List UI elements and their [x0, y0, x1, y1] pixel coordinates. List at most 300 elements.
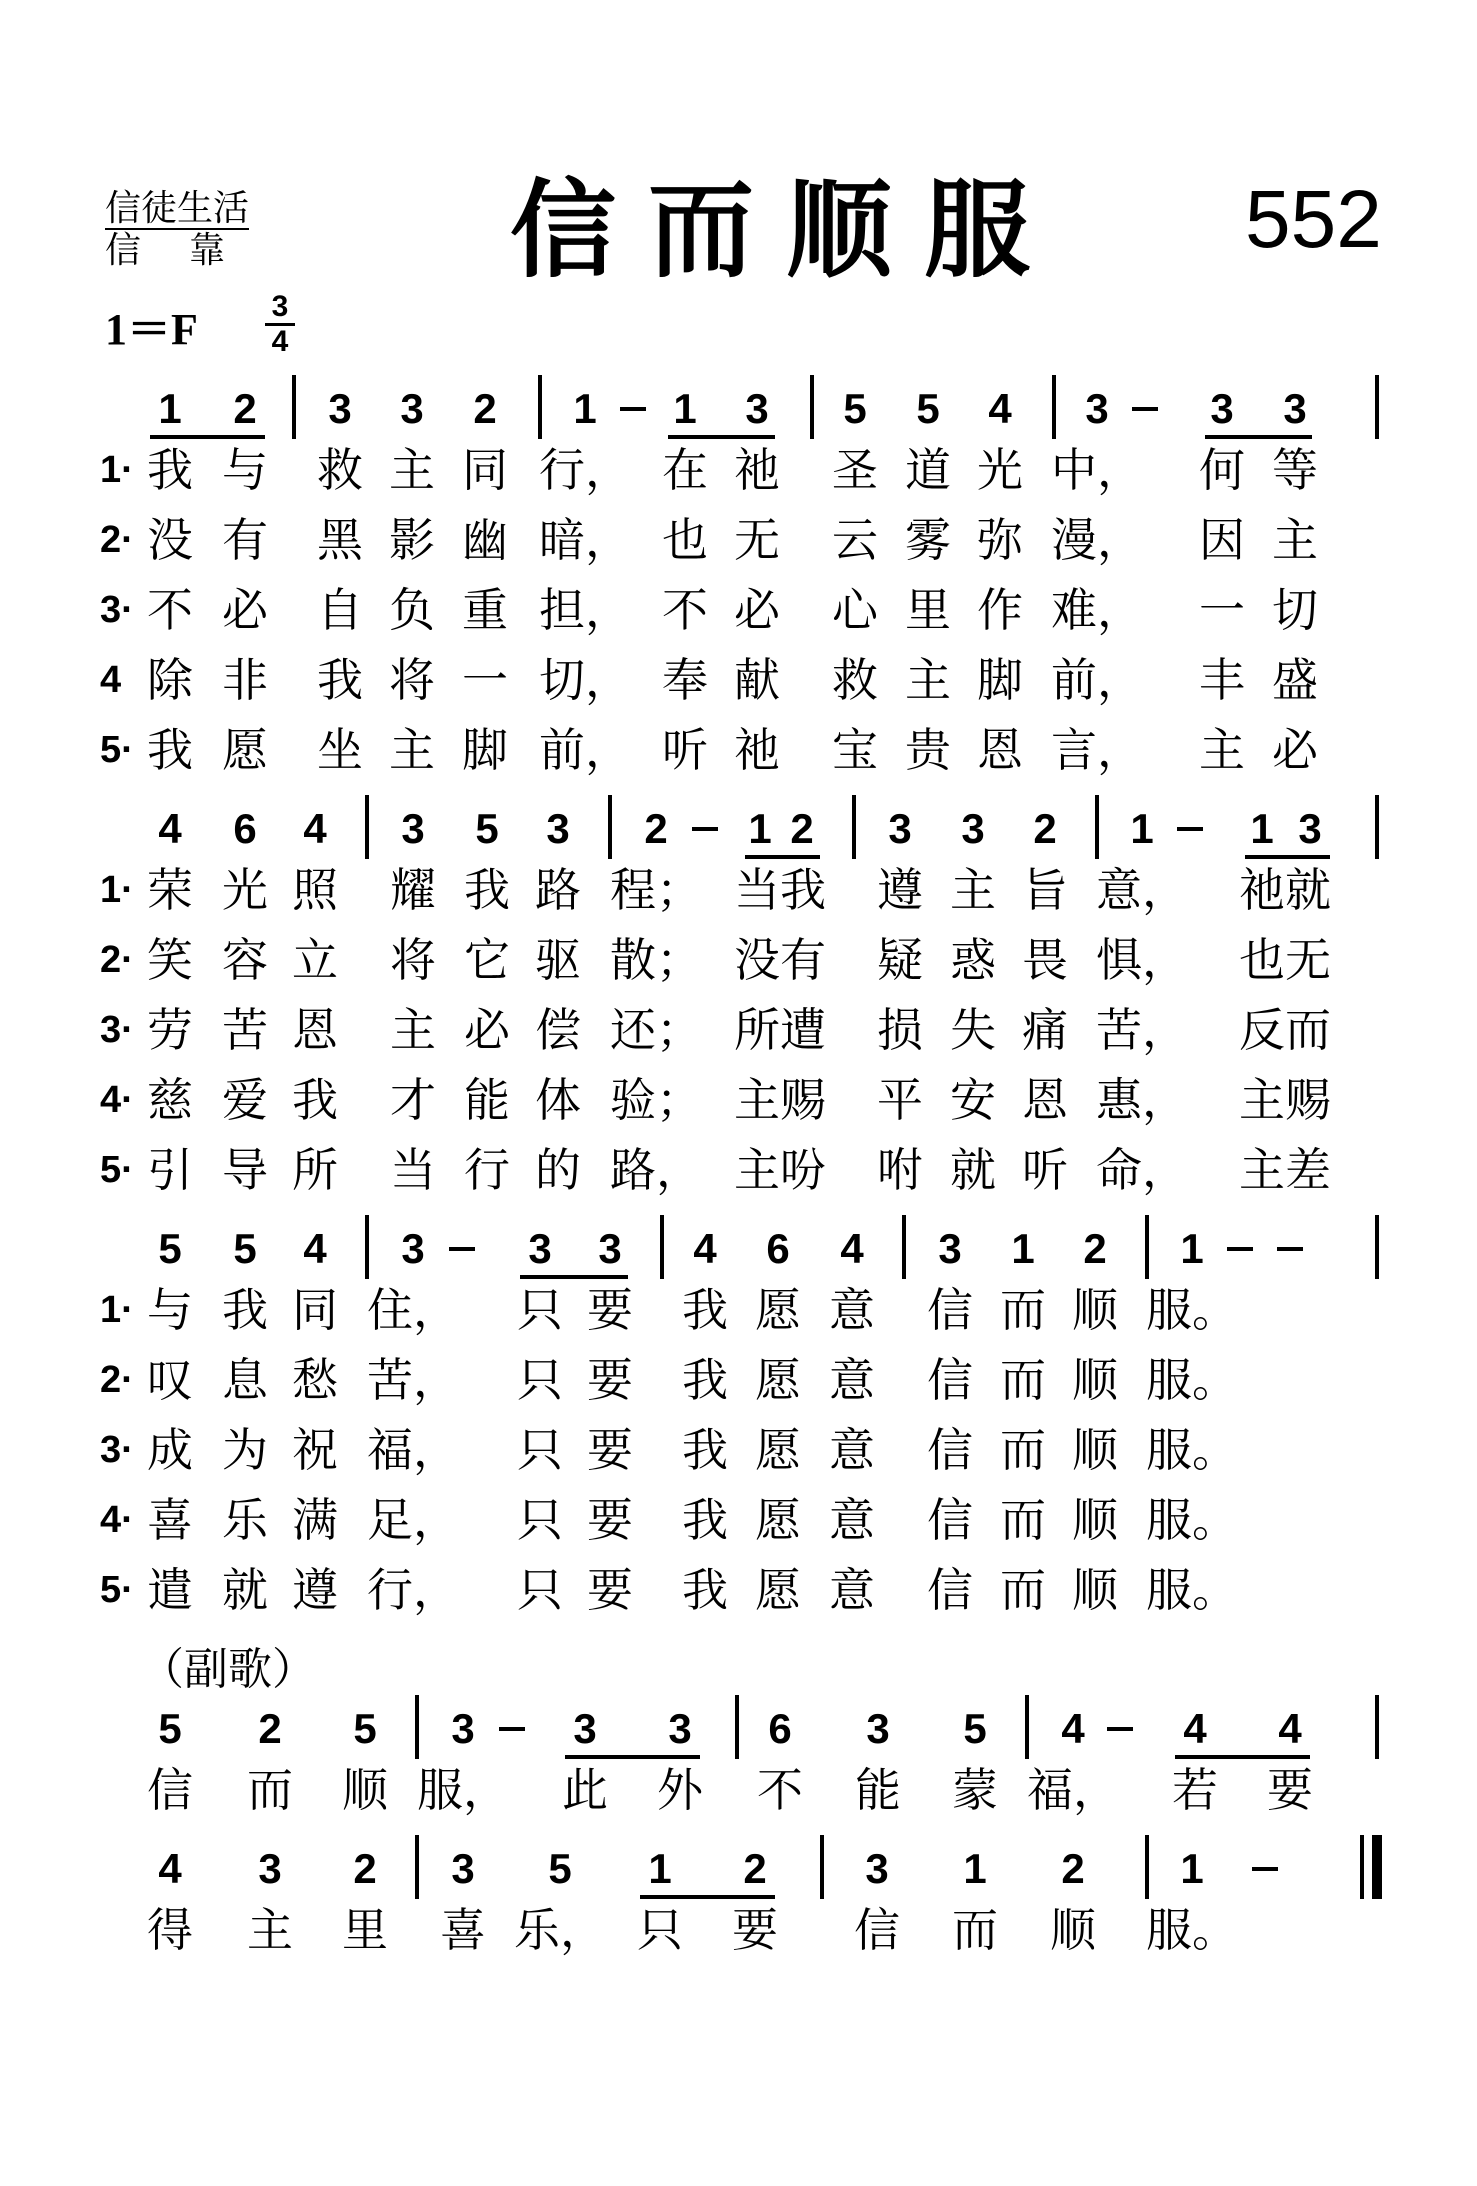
lyric-syllable: 损 — [877, 1003, 923, 1057]
lyric-syllable: 信 — [927, 1283, 973, 1337]
lyric-syllable: 与 — [222, 443, 268, 497]
verse-number: 3· — [100, 1429, 134, 1471]
note: 3 — [961, 805, 985, 852]
lyric-syllable: 还； — [610, 1003, 702, 1057]
verse-number: 1· — [100, 869, 134, 911]
lyric-syllable: 主 — [1199, 723, 1245, 777]
lyric-syllable: 将 — [389, 653, 435, 707]
lyric-syllable: 散； — [610, 933, 702, 987]
lyric-syllable: 福， — [367, 1423, 459, 1477]
lyric-syllable: 要 — [1267, 1763, 1313, 1817]
lyric-syllable: 意 — [829, 1353, 875, 1407]
lyric-syllable: 照 — [292, 863, 338, 917]
lyric-syllable: 前， — [539, 723, 631, 777]
lyric-syllable: 成 — [147, 1423, 193, 1477]
lyric-syllable: 服。 — [1146, 1563, 1238, 1617]
lyric-syllable: 遣 — [147, 1563, 193, 1617]
note: 1 — [1130, 805, 1154, 852]
lyric-syllable: 漫， — [1051, 513, 1143, 567]
lyric-syllable: 只 — [517, 1353, 563, 1407]
lyric-syllable: 愿 — [755, 1563, 801, 1617]
lyric-syllable: 行， — [367, 1563, 459, 1617]
lyric-syllable: 愿 — [222, 723, 268, 777]
lyric-syllable: 当我 — [734, 863, 826, 917]
lyric-syllable: 只 — [517, 1493, 563, 1547]
note: 3 — [401, 805, 425, 852]
note: 3 — [258, 1845, 282, 1892]
barline — [1375, 1695, 1379, 1759]
lyric-syllable: 意 — [829, 1283, 875, 1337]
note: 3 — [400, 385, 424, 432]
lyric-syllable: 要 — [587, 1563, 633, 1617]
lyric-syllable: 才 — [390, 1073, 436, 1127]
note-dash — [449, 1247, 475, 1251]
note: 2 — [1033, 805, 1057, 852]
lyric-syllable: 重 — [462, 583, 508, 637]
note: 1 — [1011, 1225, 1035, 1272]
note: 5 — [916, 385, 940, 432]
barline — [1025, 1695, 1029, 1759]
lyric-syllable: 主 — [389, 723, 435, 777]
beam-underline — [1245, 855, 1330, 859]
barline — [538, 375, 542, 439]
lyric-syllable: 不 — [147, 583, 193, 637]
note: 4 — [693, 1225, 717, 1272]
lyric-syllable: 祂 — [734, 723, 780, 777]
lyric-syllable: 验； — [610, 1073, 702, 1127]
lyric-syllable: 而 — [1000, 1493, 1046, 1547]
lyric-syllable: 我 — [147, 443, 193, 497]
lyric-syllable: 服。 — [1146, 1903, 1238, 1957]
note: 2 — [1083, 1225, 1107, 1272]
lyric-syllable: 只 — [517, 1423, 563, 1477]
lyric-syllable: 偿 — [535, 1003, 581, 1057]
lyric-syllable: 贵 — [905, 723, 951, 777]
note: 2 — [473, 385, 497, 432]
lyric-syllable: 我 — [682, 1423, 728, 1477]
lyric-syllable: 顺 — [342, 1763, 388, 1817]
lyric-syllable: 畏 — [1022, 933, 1068, 987]
beam-underline — [745, 855, 820, 859]
barline — [1052, 375, 1056, 439]
note: 1 — [963, 1845, 987, 1892]
lyric-syllable: 喜 — [147, 1493, 193, 1547]
lyric-syllable: 信 — [927, 1493, 973, 1547]
note-dash — [1252, 1867, 1278, 1871]
verse-number: 4 — [100, 659, 122, 701]
lyric-syllable: 除 — [147, 653, 193, 707]
lyric-syllable: 慈 — [147, 1073, 193, 1127]
lyric-syllable: 我 — [682, 1283, 728, 1337]
note-dash — [1107, 1727, 1133, 1731]
note: 3 — [865, 1845, 889, 1892]
note: 2 — [233, 385, 257, 432]
lyric-syllable: 只 — [517, 1283, 563, 1337]
note: 1 — [748, 805, 772, 852]
lyric-syllable: 切， — [539, 653, 631, 707]
note: 3 — [328, 385, 352, 432]
lyric-syllable: 里 — [342, 1903, 388, 1957]
lyric-syllable: 祂 — [734, 443, 780, 497]
lyric-syllable: 丰 — [1199, 653, 1245, 707]
lyric-syllable: 导 — [222, 1143, 268, 1197]
note: 4 — [158, 805, 182, 852]
lyric-syllable: 而 — [1000, 1283, 1046, 1337]
verse-number: 1· — [100, 449, 134, 491]
verse-number: 3· — [100, 1009, 134, 1051]
lyric-syllable: 笑 — [147, 933, 193, 987]
lyric-syllable: 喜 — [440, 1903, 486, 1957]
lyric-syllable: 得 — [147, 1903, 193, 1957]
lyric-syllable: 遵 — [292, 1563, 338, 1617]
note: 1 — [648, 1845, 672, 1892]
lyric-syllable: 顺 — [1072, 1283, 1118, 1337]
lyric-syllable: 要 — [587, 1283, 633, 1337]
note: 1 — [573, 385, 597, 432]
lyric-syllable: 也无 — [1239, 933, 1331, 987]
lyric-syllable: 惠， — [1096, 1073, 1188, 1127]
note-dash — [1227, 1247, 1253, 1251]
lyric-syllable: 我 — [464, 863, 510, 917]
lyric-syllable: 我 — [682, 1563, 728, 1617]
note: 5 — [353, 1705, 377, 1752]
verse-number: 3· — [100, 589, 134, 631]
barline — [608, 795, 612, 859]
lyric-syllable: 惑 — [950, 933, 996, 987]
lyric-syllable: 一 — [1199, 583, 1245, 637]
lyric-syllable: 苦， — [367, 1353, 459, 1407]
lyric-syllable: 而 — [247, 1763, 293, 1817]
verse-number: 2· — [100, 1359, 134, 1401]
lyric-syllable: 我 — [147, 723, 193, 777]
lyric-syllable: 祂就 — [1239, 863, 1331, 917]
note: 4 — [1061, 1705, 1085, 1752]
note: 2 — [743, 1845, 767, 1892]
lyric-syllable: 何 — [1199, 443, 1245, 497]
lyric-syllable: 主 — [905, 653, 951, 707]
lyric-syllable: 奉 — [662, 653, 708, 707]
note: 3 — [598, 1225, 622, 1272]
barline — [1375, 795, 1379, 859]
lyric-syllable: 信 — [854, 1903, 900, 1957]
lyric-syllable: 要 — [587, 1423, 633, 1477]
lyric-syllable: 光 — [977, 443, 1023, 497]
note: 3 — [668, 1705, 692, 1752]
lyric-syllable: 与 — [147, 1283, 193, 1337]
lyric-syllable: 脚 — [977, 653, 1023, 707]
lyric-syllable: 而 — [1000, 1353, 1046, 1407]
lyric-syllable: 体 — [535, 1073, 581, 1127]
lyric-syllable: 程； — [610, 863, 702, 917]
lyric-syllable: 我 — [317, 653, 363, 707]
barline — [820, 1835, 824, 1899]
lyric-syllable: 容 — [222, 933, 268, 987]
barline — [292, 375, 296, 439]
note: 5 — [843, 385, 867, 432]
lyric-syllable: 坐 — [317, 723, 363, 777]
lyric-syllable: 叹 — [147, 1353, 193, 1407]
note: 3 — [1298, 805, 1322, 852]
subcategory-label: 信靠 — [105, 230, 274, 271]
lyric-syllable: 没 — [147, 513, 193, 567]
lyric-syllable: 外 — [657, 1763, 703, 1817]
lyric-syllable: 恩 — [1022, 1073, 1068, 1127]
lyric-syllable: 弥 — [977, 513, 1023, 567]
beam-underline — [1205, 435, 1312, 439]
lyric-syllable: 只 — [637, 1903, 683, 1957]
lyric-syllable: 主 — [1272, 513, 1318, 567]
barline — [1375, 375, 1379, 439]
lyric-syllable: 主赐 — [1239, 1073, 1331, 1127]
lyric-syllable: 意， — [1096, 863, 1188, 917]
lyric-syllable: 能 — [855, 1763, 901, 1817]
lyric-syllable: 难， — [1051, 583, 1143, 637]
lyric-syllable: 失 — [950, 1003, 996, 1057]
lyric-syllable: 作 — [977, 583, 1023, 637]
lyric-syllable: 非 — [222, 653, 268, 707]
lyric-syllable: 将 — [390, 933, 436, 987]
note: 3 — [451, 1705, 475, 1752]
lyric-syllable: 宝 — [832, 723, 878, 777]
verse-number: 5· — [100, 1569, 134, 1611]
lyric-syllable: 恩 — [977, 723, 1023, 777]
note-dash — [692, 827, 718, 831]
barline — [1145, 1835, 1149, 1899]
lyric-syllable: 担， — [539, 583, 631, 637]
barline — [810, 375, 814, 439]
lyric-syllable: 主 — [389, 443, 435, 497]
lyric-syllable: 息 — [222, 1353, 268, 1407]
lyric-syllable: 献 — [734, 653, 780, 707]
lyric-syllable: 不 — [662, 583, 708, 637]
lyric-syllable: 服。 — [1146, 1353, 1238, 1407]
note: 5 — [963, 1705, 987, 1752]
lyric-syllable: 乐， — [514, 1903, 606, 1957]
lyric-syllable: 若 — [1172, 1763, 1218, 1817]
lyric-syllable: 路， — [610, 1143, 702, 1197]
lyric-syllable: 要 — [587, 1493, 633, 1547]
category-label: 信徒生活 — [105, 188, 250, 229]
lyric-syllable: 信 — [927, 1353, 973, 1407]
lyric-syllable: 遵 — [877, 863, 923, 917]
lyric-syllable: 必 — [1272, 723, 1318, 777]
note: 4 — [1183, 1705, 1207, 1752]
lyric-syllable: 意 — [829, 1563, 875, 1617]
lyric-syllable: 住， — [367, 1283, 459, 1337]
note: 3 — [1085, 385, 1109, 432]
barline — [1375, 1215, 1379, 1279]
lyric-syllable: 行 — [464, 1143, 510, 1197]
lyric-syllable: 就 — [950, 1143, 996, 1197]
note: 4 — [988, 385, 1012, 432]
lyric-syllable: 也 — [662, 513, 708, 567]
note: 1 — [1250, 805, 1274, 852]
lyric-syllable: 中， — [1051, 443, 1143, 497]
note: 6 — [768, 1705, 792, 1752]
beam-underline — [150, 435, 265, 439]
lyric-syllable: 旨 — [1022, 863, 1068, 917]
lyric-syllable: 乐 — [222, 1493, 268, 1547]
barline — [1145, 1215, 1149, 1279]
lyric-syllable: 顺 — [1050, 1903, 1096, 1957]
note: 3 — [401, 1225, 425, 1272]
lyric-syllable: 要 — [587, 1353, 633, 1407]
lyric-syllable: 救 — [317, 443, 363, 497]
lyric-syllable: 必 — [222, 583, 268, 637]
lyric-syllable: 主差 — [1239, 1143, 1331, 1197]
lyric-syllable: 能 — [464, 1073, 510, 1127]
lyric-syllable: 主 — [390, 1003, 436, 1057]
lyric-syllable: 负 — [389, 583, 435, 637]
lyric-syllable: 为 — [222, 1423, 268, 1477]
note: 3 — [938, 1225, 962, 1272]
lyric-syllable: 我 — [682, 1493, 728, 1547]
lyric-syllable: 同 — [462, 443, 508, 497]
note: 3 — [546, 805, 570, 852]
note: 3 — [528, 1225, 552, 1272]
lyric-syllable: 就 — [222, 1563, 268, 1617]
lyric-syllable: 意 — [829, 1493, 875, 1547]
lyric-syllable: 同 — [292, 1283, 338, 1337]
lyric-syllable: 耀 — [390, 863, 436, 917]
time-signature-top: 3 — [271, 290, 289, 323]
note: 6 — [766, 1225, 790, 1272]
lyric-syllable: 因 — [1199, 513, 1245, 567]
barline — [735, 1695, 739, 1759]
note: 3 — [888, 805, 912, 852]
beam-underline — [640, 1895, 775, 1899]
barline — [852, 795, 856, 859]
lyric-syllable: 只 — [517, 1563, 563, 1617]
chorus-label: （副歌） — [140, 1644, 316, 1695]
lyric-syllable: 盛 — [1272, 653, 1318, 707]
barline — [660, 1215, 664, 1279]
lyric-syllable: 脚 — [462, 723, 508, 777]
note: 6 — [233, 805, 257, 852]
lyric-syllable: 所 — [292, 1143, 338, 1197]
note-dash — [1132, 407, 1158, 411]
lyric-syllable: 在 — [662, 443, 708, 497]
note: 5 — [158, 1225, 182, 1272]
lyric-syllable: 道 — [905, 443, 951, 497]
note: 1 — [673, 385, 697, 432]
lyric-syllable: 愿 — [755, 1493, 801, 1547]
lyric-syllable: 顺 — [1072, 1353, 1118, 1407]
barline — [1095, 795, 1099, 859]
note: 2 — [644, 805, 668, 852]
lyric-syllable: 顺 — [1072, 1563, 1118, 1617]
note: 3 — [1210, 385, 1234, 432]
lyric-syllable: 意 — [829, 1423, 875, 1477]
lyric-syllable: 主吩 — [734, 1143, 826, 1197]
lyric-syllable: 愿 — [755, 1283, 801, 1337]
lyric-syllable: 顺 — [1072, 1493, 1118, 1547]
note: 1 — [1180, 1845, 1204, 1892]
note: 1 — [1180, 1225, 1204, 1272]
lyric-syllable: 安 — [950, 1073, 996, 1127]
lyric-syllable: 我 — [682, 1353, 728, 1407]
note-dash — [499, 1727, 525, 1731]
lyric-syllable: 祝 — [292, 1423, 338, 1477]
lyric-syllable: 我 — [292, 1073, 338, 1127]
lyric-syllable: 平 — [877, 1073, 923, 1127]
note: 4 — [840, 1225, 864, 1272]
lyric-syllable: 愁 — [292, 1353, 338, 1407]
lyric-syllable: 引 — [147, 1143, 193, 1197]
lyric-syllable: 言， — [1051, 723, 1143, 777]
lyric-syllable: 的 — [535, 1143, 581, 1197]
lyric-syllable: 主 — [247, 1903, 293, 1957]
lyric-syllable: 驱 — [535, 933, 581, 987]
barline — [415, 1835, 419, 1899]
time-signature-bottom: 4 — [271, 325, 289, 358]
lyric-syllable: 心 — [832, 583, 878, 637]
lyric-syllable: 咐 — [877, 1143, 923, 1197]
beam-underline — [565, 1755, 700, 1759]
lyric-syllable: 没有 — [734, 933, 826, 987]
lyric-syllable: 必 — [464, 1003, 510, 1057]
note: 3 — [866, 1705, 890, 1752]
lyric-syllable: 主 — [950, 863, 996, 917]
lyric-syllable: 我 — [222, 1283, 268, 1337]
verse-number: 4· — [100, 1499, 134, 1541]
lyric-syllable: 疑 — [877, 933, 923, 987]
lyric-syllable: 惧， — [1096, 933, 1188, 987]
lyric-syllable: 里 — [905, 583, 951, 637]
lyric-syllable: 而 — [1000, 1563, 1046, 1617]
lyric-syllable: 而 — [952, 1903, 998, 1957]
verse-number: 2· — [100, 519, 134, 561]
lyric-syllable: 苦 — [222, 1003, 268, 1057]
lyric-syllable: 服。 — [1146, 1493, 1238, 1547]
lyric-syllable: 痛 — [1022, 1003, 1068, 1057]
note: 2 — [1061, 1845, 1085, 1892]
lyric-syllable: 不 — [757, 1763, 803, 1817]
lyric-syllable: 信 — [927, 1423, 973, 1477]
note: 2 — [353, 1845, 377, 1892]
lyric-syllable: 它 — [464, 933, 510, 987]
verse-number: 5· — [100, 729, 134, 771]
note: 5 — [158, 1705, 182, 1752]
hymn-number: 552 — [1245, 174, 1382, 265]
note-dash — [1177, 827, 1203, 831]
key-signature: 1＝F — [105, 305, 198, 354]
note: 4 — [303, 1225, 327, 1272]
note: 5 — [548, 1845, 572, 1892]
lyric-syllable: 路 — [535, 863, 581, 917]
verse-number: 4· — [100, 1079, 134, 1121]
beam-underline — [1175, 1755, 1310, 1759]
lyric-syllable: 黑 — [317, 513, 363, 567]
lyric-syllable: 必 — [734, 583, 780, 637]
lyric-syllable: 等 — [1272, 443, 1318, 497]
note-dash — [620, 407, 646, 411]
lyric-syllable: 反而 — [1239, 1003, 1331, 1057]
note: 2 — [258, 1705, 282, 1752]
lyric-syllable: 主赐 — [734, 1073, 826, 1127]
lyric-syllable: 所遭 — [734, 1003, 826, 1057]
lyric-syllable: 前， — [1051, 653, 1143, 707]
lyric-syllable: 恩 — [292, 1003, 338, 1057]
lyric-syllable: 命， — [1096, 1143, 1188, 1197]
lyric-syllable: 劳 — [147, 1003, 193, 1057]
note: 5 — [233, 1225, 257, 1272]
lyric-syllable: 立 — [292, 933, 338, 987]
note: 3 — [745, 385, 769, 432]
lyric-syllable: 云 — [832, 513, 878, 567]
barline — [415, 1695, 419, 1759]
lyric-syllable: 愿 — [755, 1353, 801, 1407]
